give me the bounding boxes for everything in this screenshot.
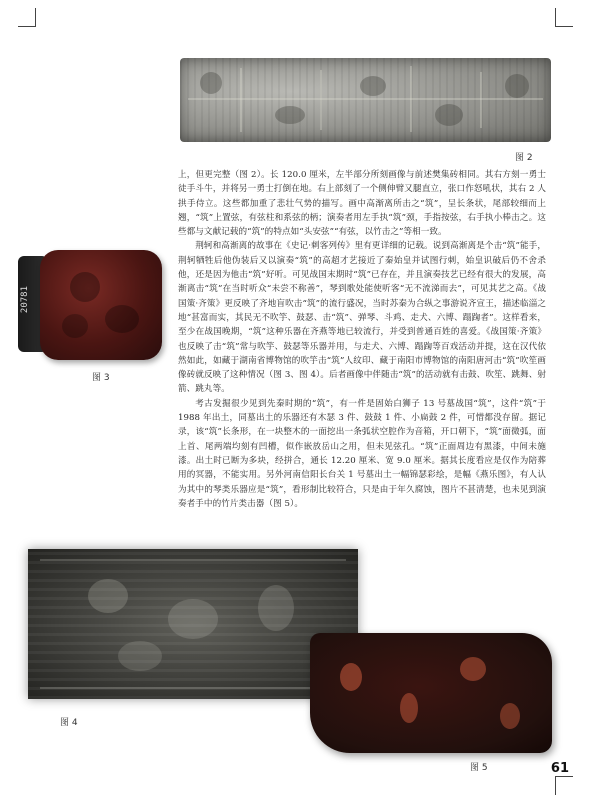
figure-2-caption: 图 2 [515, 153, 533, 163]
crop-mark-bottom-right-h [555, 776, 573, 777]
crop-mark-top-left-v [35, 8, 36, 26]
paragraph-1: 上，但更完整（图 2）。长 120.0 厘米，左半部分所刻画像与前述樊集砖相同。其右方刻一勇士徒手斗牛，并将另一勇士打倒在地。右上部刻了一个侧伸臂又腿直立，张口作怒吼状，其右 2 人拱手侍立。这些都加重了悲壮气势的描写。画中高渐离所击之“筑”，呈长条状，尾部较细而上翘，“筑”上置弦，有弦柱和系弦的柄；演奏者用左手执“筑”颈，手指按弦，右手执小棒击之。这些都与文献记载的“筑”的特点如“头安弦”“有弦，以竹击之”等相一致。 [178, 170, 546, 238]
figure-4-caption: 图 4 [60, 718, 78, 728]
crop-mark-top-right-h [555, 26, 573, 27]
article-body [178, 168, 546, 511]
paragraph-2: 荆轲和高渐离的故事在《史记·刺客列传》里有更详细的记载。说到高渐离是个击“筑”能手，荆轲牺牲后他伪装后又以演奏“筑”的高超才艺接近了秦始皇并试图行刺，始皇识破后仍不舍杀他，还是因为他击“筑”好听。可见战国末期时“筑”已存在，并且演奏技艺已经有很大的发展，高渐离击“筑”在当时听众“未尝不称善”，琴到歌处能使听客“无不流涕而去”，可见其艺之高。《战国策·齐策》更反映了齐地盲吹击“筑”的流行盛况，当时苏秦为合纵之事游说齐宣王，描述临淄之地“甚富而实，其民无不吹竽、鼓瑟、击“筑”、弹琴、斗鸡、走犬、六博、蹋踘者”。这样看来，至少在战国晚期，“筑”这种乐器在齐燕等地已较流行，并受到普通百姓的喜爱。《战国策·齐策》也反映了击“筑”常与吹竽、鼓瑟等乐器并用，与走犬、六博、蹋踘等百戏活动并提，这在汉代依然如此，如藏于湖南省博物馆的吹竽击“筑”人纹印、藏于南阳市博物馆的南阳唐河击“筑”吹笙画像砖就反映了这种情况（图 3、图 4）。后者画像中伴随击“筑”的活动就有击鼓、吹笙、跳舞、射箭、跳丸等。 [178, 241, 546, 395]
figure-2-relief-image [180, 58, 551, 142]
crop-mark-top-right-v [555, 8, 556, 26]
page-number: 61 [550, 761, 569, 776]
crop-mark-bottom-right-v [555, 777, 556, 795]
figure-5-lacquer-painting-image [310, 633, 552, 753]
figure-4-brick-relief-image [28, 549, 358, 699]
figure-5-caption: 图 5 [470, 763, 488, 773]
seal-inscription: 20781 [20, 286, 30, 314]
paragraph-3: 考古发掘很少见到先秦时期的“筑”，有一件是固始白狮子 13 号墓战国“筑”，这件“筑”于 1988 年出土，同墓出土的乐器还有木瑟 3 件、鼓鼓 1 件、小扁鼓 2 件，可惜都没存留。据记录，该“筑”长条形，在一块整木的一面挖出一条弧状空腔作为音箱，开口朝下，“筑”面微弧，面上首、尾两端均刻有凹槽，似作嵌放岳山之用，但未见弦孔。“筑”正面周边有黑漆，中间未施漆。出土时已断为多块，经拼合，通长 12.20 厘米、宽 9.0 厘米。据其长度看应是仅作为陪葬用的冥器，不能实用。另外河南信阳长台关 1 号墓出土一幅锦瑟彩绘，是幅《燕乐图》，有人认为其中的琴类乐器应是“筑”，看形制比较符合，只是由于年久腐蚀，图片不甚清楚，也未见到演奏者手中的竹片类击器（图 5）。 [178, 398, 546, 509]
crop-mark-top-left-h [18, 26, 36, 27]
figure-3-caption: 图 3 [92, 373, 110, 383]
figure-3-seal-image [40, 250, 162, 360]
